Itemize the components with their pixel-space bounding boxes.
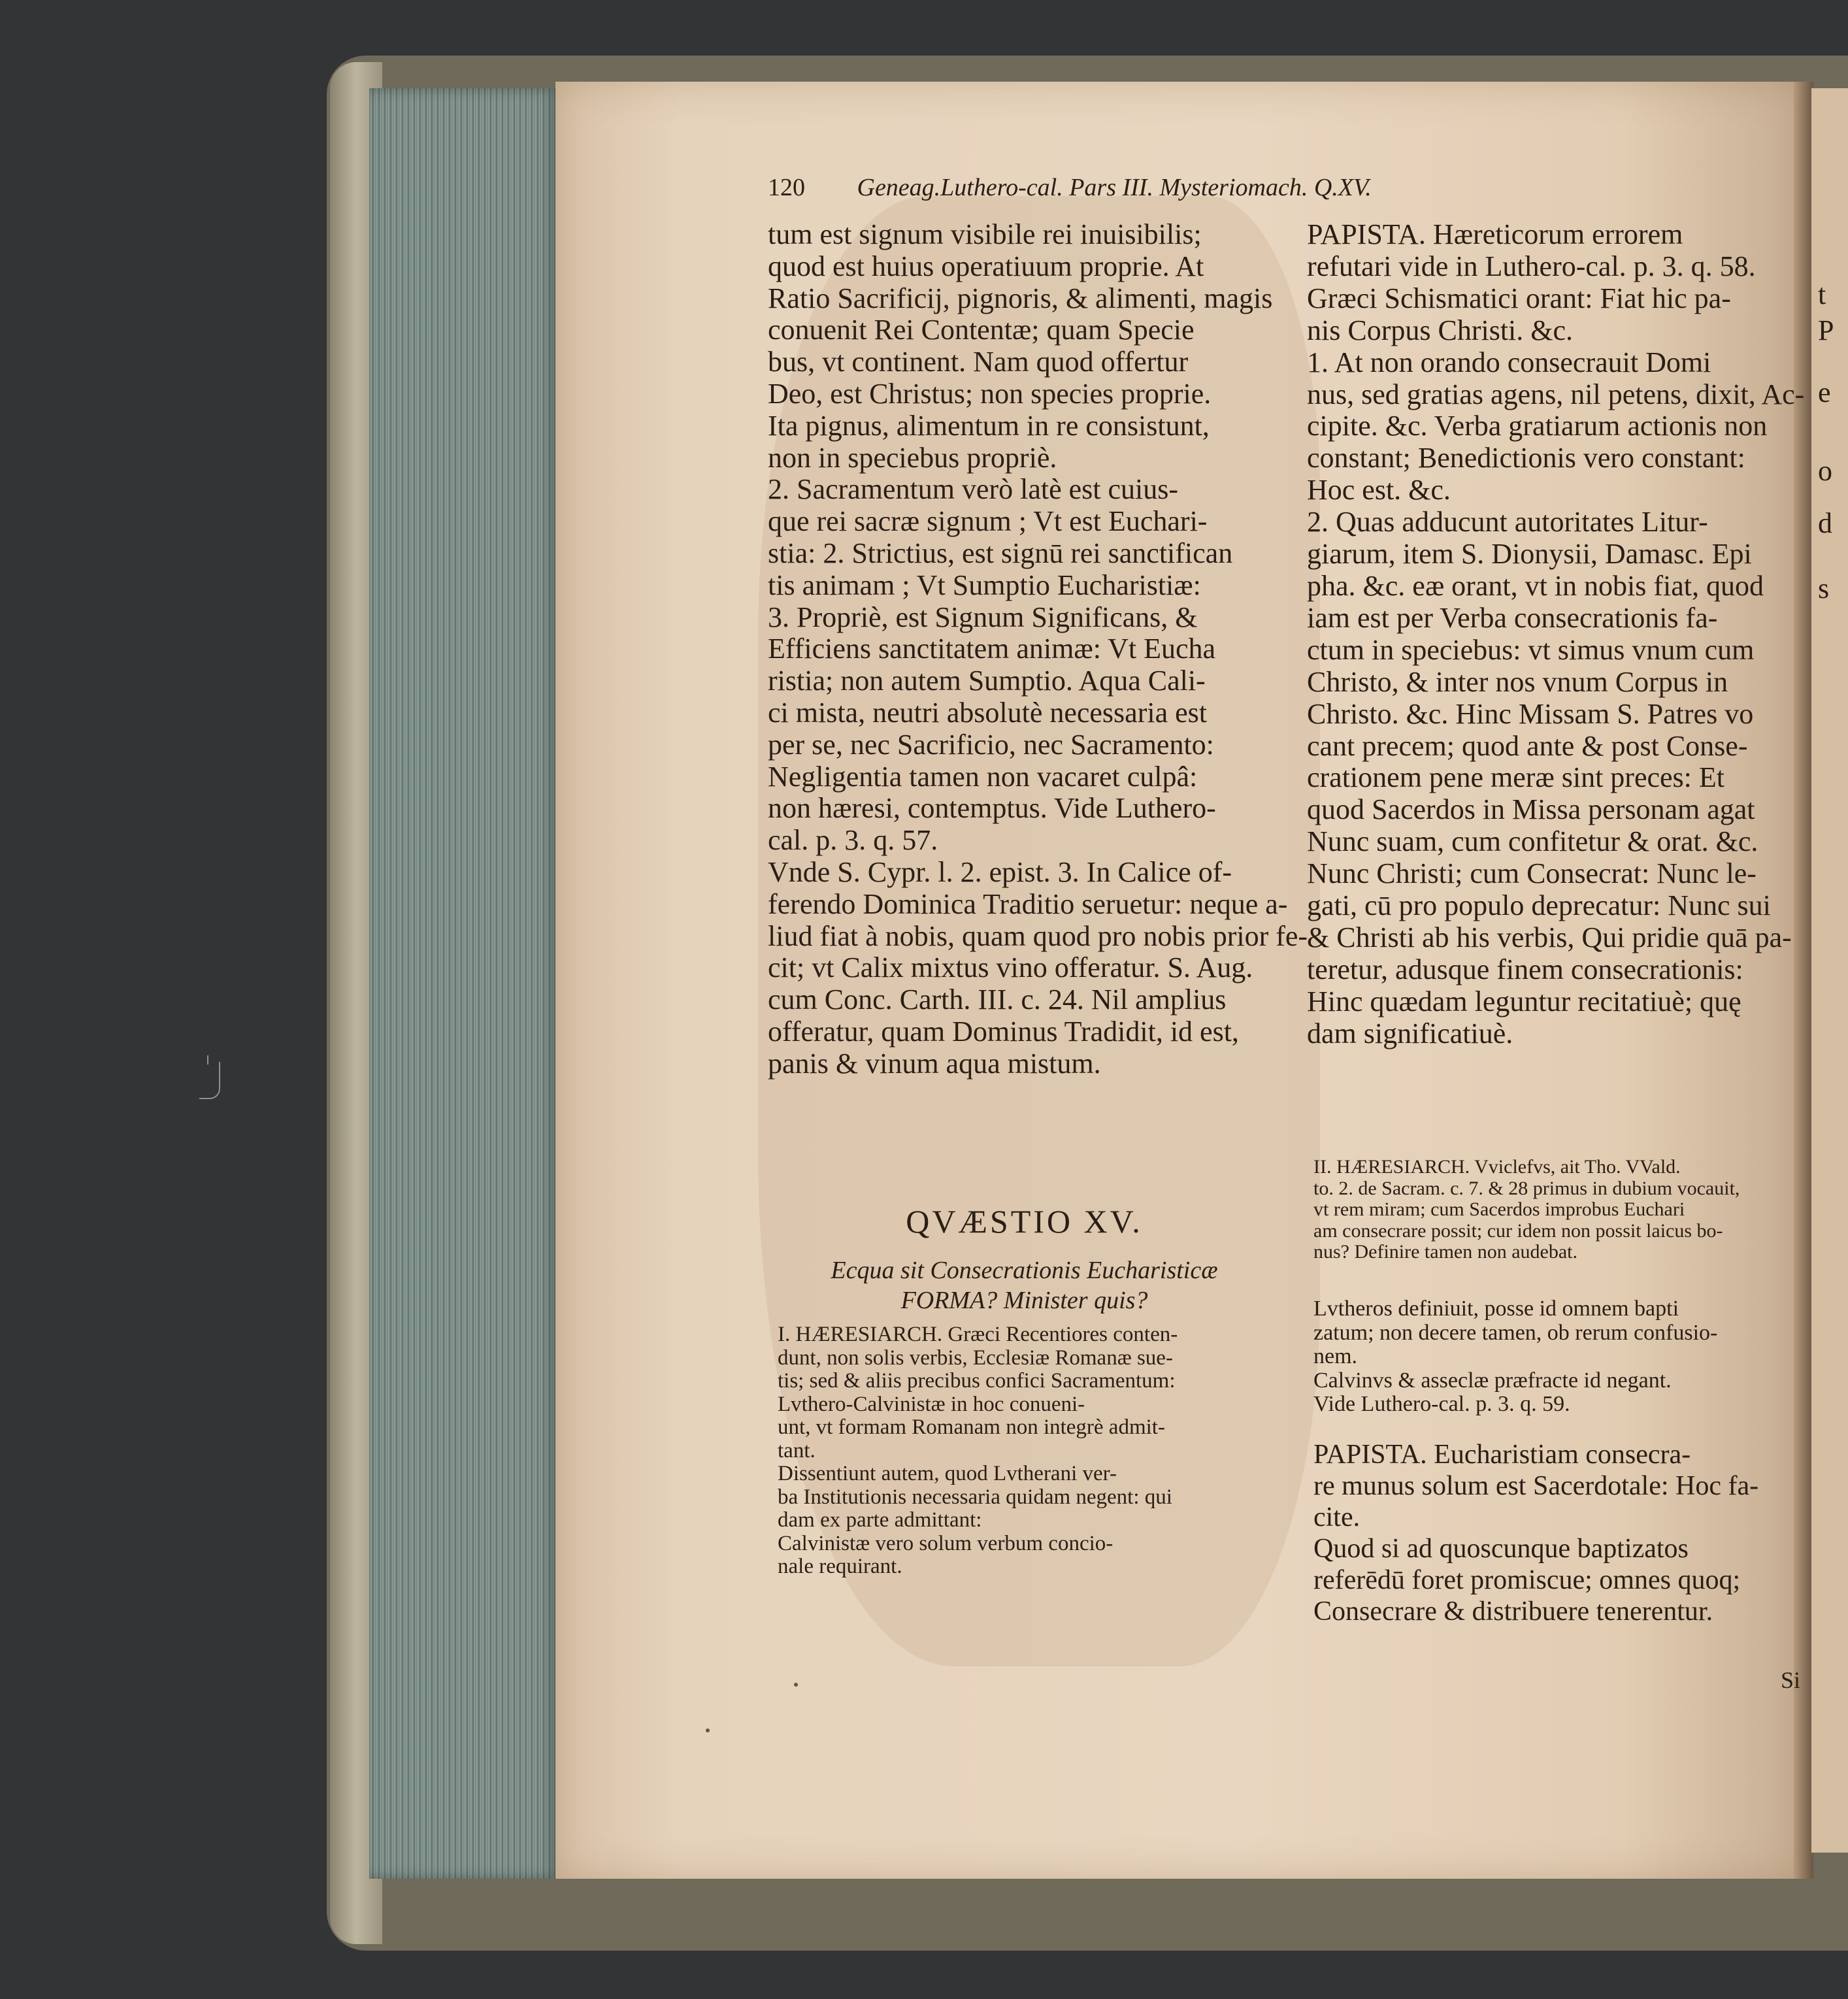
text-line: Christo, & inter nos vnum Corpus in (1307, 665, 1728, 698)
text-line: 2. Sacramentum verò latè est cuius- (768, 473, 1179, 506)
text-line: to. 2. de Sacram. c. 7. & 28 primus in dubium vocauit, (1313, 1177, 1740, 1199)
text-line: nis Corpus Christi. &c. (1307, 314, 1574, 346)
text-line: nem. (1313, 1344, 1358, 1368)
text-line: giarum, item S. Dionysii, Damasc. Epi (1307, 538, 1752, 570)
text-line: quod est huius operatiuum proprie. At (768, 250, 1204, 282)
text-line: tant. (778, 1438, 816, 1462)
pencil-mark (199, 1062, 220, 1099)
text-line: nus? Definire tamen non audebat. (1313, 1241, 1578, 1263)
text-line: tis animam ; Vt Sumptio Eucharistiæ: (768, 569, 1201, 601)
ink-speck (706, 1728, 710, 1732)
text-line: Dissentiunt autem, quod Lvtherani ver- (778, 1462, 1117, 1485)
adjacent-fragment: d (1818, 507, 1832, 539)
text-line: cum Conc. Carth. III. c. 24. Nil amplius (768, 983, 1227, 1016)
running-title: Geneag.Luthero-cal. Pars III. Mysteriomach. Q.XV. (857, 174, 1372, 201)
text-line: referēdū foret promiscue; omnes quoq; (1313, 1565, 1741, 1595)
text-line: liud fiat à nobis, quam quod pro nobis prior fe- (768, 919, 1308, 952)
text-line: non in speciebus propriè. (768, 441, 1057, 474)
running-header (768, 173, 1552, 202)
text-line: Hoc est. &c. (1307, 474, 1451, 506)
text-line: constant; Benedictionis vero constant: (1307, 442, 1745, 474)
text-line: zatum; non decere tamen, ob rerum confusio- (1313, 1320, 1718, 1345)
text-line: cal. p. 3. q. 57. (768, 824, 938, 857)
text-line: ferendo Dominica Traditio seruetur: neque a- (768, 887, 1288, 920)
text-line: offeratur, quam Dominus Tradidit, id est, (768, 1015, 1239, 1048)
text-line: & Christi ab his verbis, Qui pridie quā pa- (1307, 921, 1792, 953)
question-subtitle: FORMA? Minister quis? (900, 1287, 1148, 1314)
text-line: Græci Schismatici orant: Fiat hic pa- (1307, 282, 1731, 314)
adjacent-fragment: t (1818, 278, 1826, 310)
text-line: tum est signum visibile rei inuisibilis; (768, 218, 1202, 250)
text-line: bus, vt continent. Nam quod offertur (768, 346, 1189, 378)
text-line: tis; sed & aliis precibus confici Sacramentum: (778, 1369, 1176, 1393)
text-line: unt, vt formam Romanam non integrè admit- (778, 1415, 1165, 1439)
text-line: dam significatiuè. (1307, 1017, 1513, 1049)
text-line: Calvinistæ vero solum verbum concio- (778, 1531, 1114, 1555)
text-line: gati, cū pro populo deprecatur: Nunc sui (1307, 889, 1771, 922)
text-line: Quod si ad quoscunque baptizatos (1313, 1534, 1689, 1564)
text-line: Ratio Sacrificij, pignoris, & alimenti, magis (768, 282, 1273, 314)
adjacent-fragment: P (1818, 314, 1834, 346)
text-line: panis & vinum aqua mistum. (768, 1047, 1101, 1080)
text-line: stia: 2. Strictius, est signū rei sanctifican (768, 537, 1233, 569)
right-small-paragraph (1313, 1157, 1740, 1263)
text-line: 1. At non orando consecrauit Domi (1307, 346, 1711, 378)
text-line: vt rem miram; cum Sacerdos improbus Euchari (1313, 1198, 1685, 1220)
adjacent-fragment: s (1818, 572, 1830, 604)
catchword: Si (1781, 1667, 1801, 1693)
text-line: cant precem; quod ante & post Conse- (1307, 729, 1748, 762)
text-line: Efficiens sanctitatem animæ: Vt Eucha (768, 633, 1216, 665)
text-line: Lvtheros definiuit, posse id omnem bapti (1313, 1297, 1679, 1321)
text-line: ctum in speciebus: vt simus vnum cum (1307, 633, 1755, 666)
text-line: cipite. &c. Verba gratiarum actionis non (1307, 410, 1768, 442)
text-line: am consecrare possit; cur idem non possit laicus bo- (1313, 1219, 1723, 1242)
left-lower-column (778, 1323, 1178, 1579)
text-line: PAPISTA. Eucharistiam consecra- (1313, 1440, 1691, 1470)
text-line: PAPISTA. Hæreticorum errorem (1307, 218, 1683, 250)
text-line: Vnde S. Cypr. l. 2. epist. 3. In Calice of- (768, 855, 1232, 888)
text-line: 2. Quas adducunt autoritates Litur- (1307, 506, 1708, 538)
text-line: II. HÆRESIARCH. Vviclefvs, ait Tho. VVald. (1313, 1156, 1681, 1178)
adjacent-fragment: e (1818, 376, 1831, 408)
text-line: non hæresi, contemptus. Vide Luthero- (768, 792, 1216, 825)
text-line: Ita pignus, alimentum in re consistunt, (768, 409, 1210, 442)
text-line: 3. Propriè, est Signum Significans, & (768, 601, 1198, 633)
text-line: ristia; non autem Sumptio. Aqua Cali- (768, 665, 1206, 697)
text-line: nus, sed gratias agens, nil petens, dixit, Ac- (1307, 378, 1805, 410)
page-number: 120 (768, 174, 805, 201)
text-line: teretur, adusque finem consecrationis: (1307, 953, 1743, 985)
question-title: QVÆSTIO XV. (906, 1203, 1143, 1240)
text-line: quod Sacerdos in Missa personam agat (1307, 793, 1755, 826)
text-line: pha. &c. eæ orant, vt in nobis fiat, quod (1307, 569, 1764, 602)
right-lower-column (1313, 1297, 1717, 1417)
text-line: re munus solum est Sacerdotale: Hoc fa- (1313, 1471, 1759, 1501)
adjacent-page-edge (1811, 88, 1848, 1853)
text-line: Consecrare & distribuere tenerentur. (1313, 1596, 1713, 1627)
text-line: per se, nec Sacrificio, nec Sacramento: (768, 728, 1214, 761)
text-line: cite. (1313, 1502, 1361, 1532)
text-line: refutari vide in Luthero-cal. p. 3. q. 58. (1307, 250, 1756, 282)
text-line: crationem pene meræ sint preces: Et (1307, 761, 1724, 794)
adjacent-fragment: o (1818, 455, 1832, 487)
text-line: Lvthero-Calvinistæ in hoc conueni- (778, 1392, 1085, 1416)
text-line: ba Institutionis necessaria quidam negent: qui (778, 1485, 1172, 1509)
text-line: I. HÆRESIARCH. Græci Recentiores conten- (778, 1323, 1178, 1346)
right-final-paragraph (1313, 1439, 1758, 1627)
text-line: cit; vt Calix mixtus vino offeratur. S. Aug. (768, 951, 1253, 984)
right-column (1307, 219, 1804, 1050)
question-subtitle: Ecqua sit Consecrationis Eucharisticæ (831, 1257, 1218, 1284)
text-line: conuenit Rei Contentæ; quam Specie (768, 314, 1195, 346)
text-line: Vide Luthero-cal. p. 3. q. 59. (1313, 1392, 1570, 1416)
text-line: dam ex parte admittant: (778, 1508, 982, 1532)
text-line: Deo, est Christus; non species proprie. (768, 377, 1212, 410)
text-line: Calvinvs & asseclæ præfracte id negant. (1313, 1368, 1672, 1393)
text-line: ci mista, neutri absolutè necessaria est (768, 696, 1207, 729)
text-line: Nunc suam, cum confitetur & orat. &c. (1307, 825, 1758, 858)
left-column (768, 219, 1308, 1080)
text-line: Negligentia tamen non vacaret culpâ: (768, 760, 1198, 793)
text-line: nale requirant. (778, 1555, 902, 1578)
text-line: Hinc quædam leguntur recitatiuè; quę (1307, 985, 1741, 1017)
text-line: iam est per Verba consecrationis fa- (1307, 601, 1718, 634)
text-line: Christo. &c. Hinc Missam S. Patres vo (1307, 697, 1754, 730)
text-line: Nunc Christi; cum Consecrat: Nunc le- (1307, 857, 1757, 890)
text-line: que rei sacræ signum ; Vt est Euchari- (768, 505, 1208, 538)
ink-speck (794, 1683, 798, 1687)
page-fore-edge (369, 88, 559, 1879)
text-line: dunt, non solis verbis, Ecclesiæ Romanæ sue- (778, 1346, 1173, 1370)
